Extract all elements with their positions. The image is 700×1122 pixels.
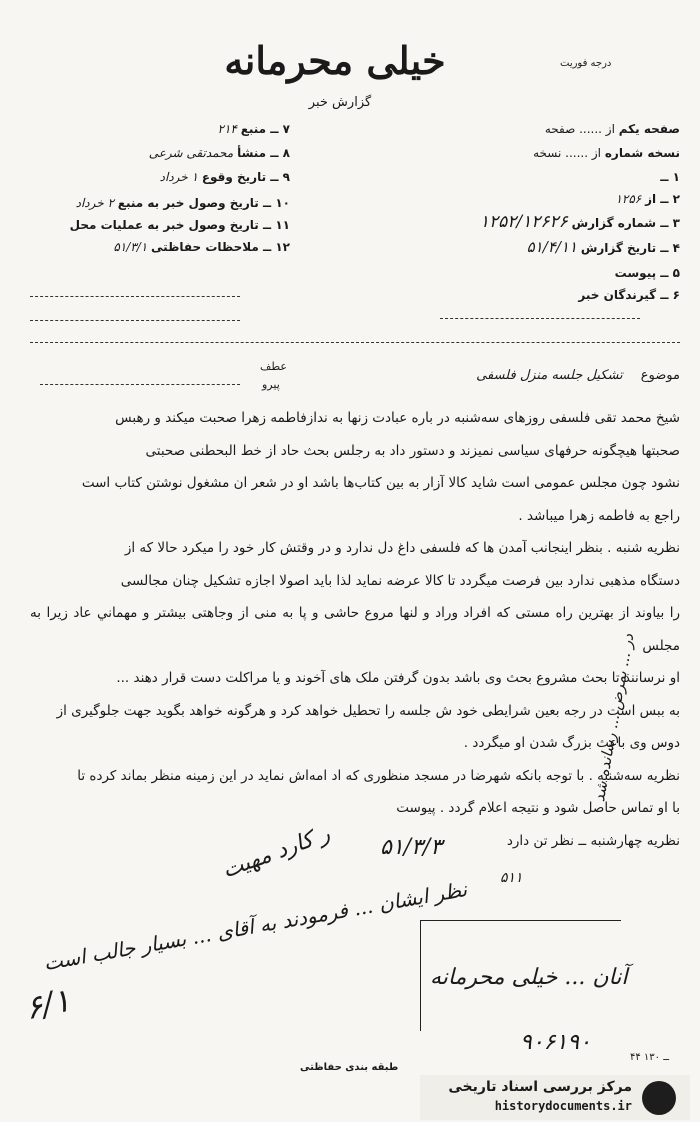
- subject-value: تشکیل جلسه منزل فلسفی: [476, 368, 623, 383]
- blank-line: [30, 296, 240, 297]
- box-stamp-text: آنان ... خیلی محرمانه: [430, 965, 628, 990]
- report-subtitle: گزارش خبر: [308, 95, 372, 110]
- archive-logo: [420, 1075, 690, 1120]
- field-attachment: ۵ ــ پیوست: [614, 266, 680, 280]
- body-line: نظریه شنبه . بنظر اینجانب آمدن ها که فلسفی داغ دل ندارد و در وقتش کار خود را میکرد حالا که از: [124, 540, 680, 556]
- handwritten-left-number: ۶/۱: [21, 980, 74, 1028]
- handwritten-note-2: نظر ایشان ... فرمودند به آقای ... بسیار جالب است: [41, 876, 469, 976]
- field-security-notes: ۱۲ ــ ملاحظات حفاظتی ۵۱/۳/۱: [113, 240, 290, 254]
- blank-line: [40, 384, 240, 385]
- reference-label: عطف: [260, 360, 287, 373]
- form-code: ۴۴ ــ ۱۳۰: [630, 1052, 670, 1063]
- body-line: شیخ محمد تقی فلسفی روزهای سه‌شنبه در باره عبادت زنها به ندازفاطمه زهرا صحبت میکند و رهبس: [115, 410, 680, 426]
- followup-label: پیرو: [262, 378, 280, 391]
- box-number: ۹۰۶۱۹۰: [520, 1030, 591, 1055]
- handwritten-note-1: ر کارد مهیت: [219, 821, 334, 884]
- archive-name: مرکز بررسی اسناد تاریخی: [448, 1079, 632, 1095]
- body-line: به ببس است در رجه بعین شرایطی خود ش جلسه را تحطیل خواهد کرد و هرگونه خواهد بگوید جهت جلوگیری از: [56, 702, 680, 719]
- field-receipt-date-source: ۱۰ ــ تاریخ وصول خبر به منبع ۲ خرداد: [75, 196, 290, 210]
- archive-logo-icon: [642, 1081, 676, 1115]
- field-2: ۲ ــ از ۱۲۵۶: [615, 192, 680, 206]
- field-source: ۷ ــ منبع ۲۱۴: [217, 122, 290, 136]
- handwritten-side-note: در ... بمرض ... رسانده شد: [590, 632, 638, 804]
- body-line: او نرسانند تا بحث مشروع بحث وی باشد بدون گرفتن ملک های آخوند و یا مراکلت دست قرار دهند ...: [116, 670, 680, 686]
- urgency-label: درجه فوریت: [560, 58, 612, 69]
- body-line: دوس وی باعث بزرگ شدن او میگردد .: [463, 735, 680, 751]
- body-line: دستگاه مذهبی ندارد بین فرصت میگردد تا کالا عرضه نماید لذا باید اصولا اجازه تشکیل چنان مجالسی: [120, 572, 680, 589]
- field-occurrence-date: ۹ ــ تاریخ وقوع ۱ خرداد: [159, 170, 290, 184]
- report-body: [30, 402, 680, 857]
- field-receipt-date-ops: ۱۱ ــ تاریخ وصول خبر به عملیات محل: [69, 218, 290, 232]
- section-divider: [30, 342, 680, 343]
- subject-label: موضوع: [640, 368, 680, 383]
- field-copy: نسخه شماره از ...... نسخه: [533, 146, 680, 160]
- body-line: راجع به فاطمه زهرا میباشد .: [518, 507, 680, 524]
- body-line: را بیاوند از بهترین راه مستی که افراد وراد و لنها مروع حاشی و پا به منی از وجاهتی بیشتر و مهماني عاد زیرا به مجلس: [30, 605, 680, 654]
- field-page: صفحه یکم از ...... صفحه: [544, 122, 680, 136]
- blank-line: [30, 320, 240, 321]
- subject-row: [350, 368, 680, 383]
- security-classification-label: طبقه بندی حفاظتی: [300, 1062, 399, 1073]
- field-report-number: ۳ ــ شماره گزارش ۱۲۵۲/۱۲۶۲۶: [479, 212, 680, 232]
- field-report-date: ۴ ــ تاریخ گزارش ۵۱/۴/۱۱: [526, 238, 680, 256]
- handwritten-date: ۵۱/۳/۳: [380, 835, 443, 860]
- blank-line: [440, 318, 640, 319]
- field-1: ۱ ــ: [660, 170, 680, 184]
- body-line: نظریه چهارشنبه ــ نظر تن دارد: [506, 832, 680, 849]
- handwritten-mark: ۵۱۱: [500, 870, 523, 886]
- classification-title: خیلی محرمانه: [224, 38, 446, 83]
- body-line: نشود چون مجلس عمومی است شاید کالا آزار به بین کتاب‌ها باشد او در شعر ان مشغول نوشتن کتاب است: [81, 475, 680, 491]
- field-origin: ۸ ــ منشأ محمدتقی شرعی: [148, 146, 290, 160]
- body-line: با او تماس حاصل شود و نتیجه اعلام گردد . پیوست: [396, 800, 680, 816]
- archive-url: historydocuments.ir: [494, 1099, 632, 1113]
- body-line: صحبتها هیچگونه حرفهای سیاسی نمیزند و دستور داد به رجلس بحث حاد از خط البحطنی صحبتی: [145, 442, 680, 459]
- body-line: نظریه سه‌شنبه . با توجه بانکه شهرضا در مسجد منظوری که اد امه‌اش نماید در این زمینه منظر بماند کرده تا: [77, 767, 680, 784]
- field-recipients: ۶ ــ گیرندگان خبر: [578, 288, 680, 302]
